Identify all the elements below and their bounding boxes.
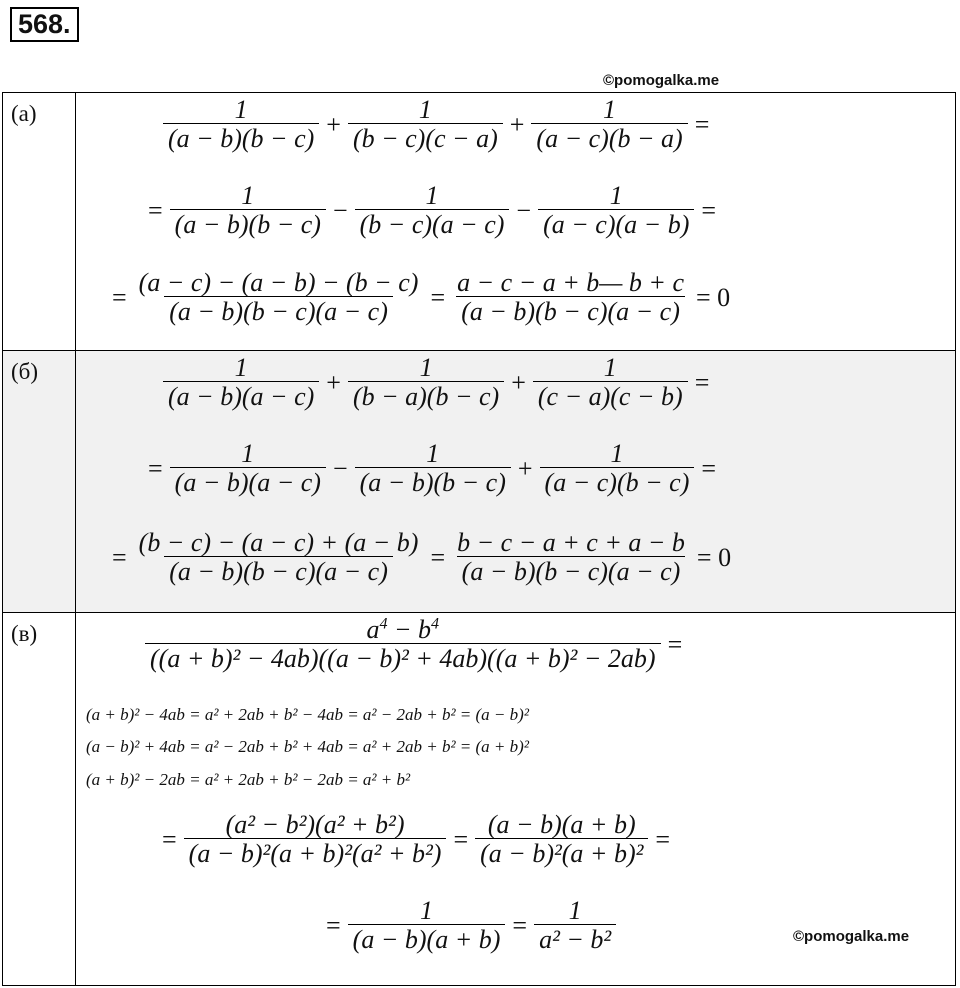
fraction: $\frac{1}{(a - b)(a + b)}$ (348, 897, 506, 955)
fraction: $\frac{a^4 - b^4}{\text{((a + b)² − 4ab)((a − b)² + 4ab)((a + b)² − 2ab)}}$ (145, 616, 661, 674)
part-c-line-2: = $\frac{\text{(a² − b²)(a² + b²)}}{\text{(a − b)²(a + b)²(a² + b²)}}$ = $\frac{(a - b)(a + b)}{\text{(a − b)²(a + b)²}}$ = (162, 810, 671, 869)
part-b-line-3: = $\frac{(b - c) - (a - c) + (a - b)}{(a - b)(b - c)(a - c)}$ = $\frac{b - c - a + c + a - b}{(a - b)(b - c)(a - c)}$ = 0 (112, 528, 732, 587)
fraction: $\frac{1}{(a - c)(b - c)}$ (540, 440, 695, 498)
fraction: $\frac{1}{\text{a² − b²}}$ (534, 897, 616, 955)
fraction: $\frac{1}{(b - a)(b - c)}$ (348, 354, 504, 412)
fraction: $\frac{1}{(a - b)(b - c)}$ (163, 96, 319, 154)
part-a-label: (а) (11, 101, 37, 126)
part-c-aux-3: (a + b)² − 2ab = a² + 2ab + b² − 2ab = a² + b² (86, 770, 411, 789)
fraction: $\frac{(a - b)(a + b)}{\text{(a − b)²(a + b)²}}$ (475, 811, 648, 869)
fraction: $\frac{1}{(b - c)(a - c)}$ (355, 182, 510, 240)
fraction: $\frac{1}{(b - c)(c - a)}$ (348, 96, 503, 154)
fraction: $\frac{1}{(a - c)(b - a)}$ (531, 96, 687, 154)
part-c-label: (в) (11, 621, 38, 646)
fraction: $\frac{b - c - a + c + a - b}{(a - b)(b - c)(a - c)}$ (457, 528, 685, 587)
fraction: $\frac{1}{(c - a)(c - b)}$ (533, 354, 688, 412)
fraction: $\frac{a - c - a + b— b + c}{(a - b)(b - c)(a - c)}$ (457, 268, 684, 327)
part-c-aux-2: (a − b)² + 4ab = a² − 2ab + b² + 4ab = a² + 2ab + b² = (a + b)² (86, 737, 529, 756)
fraction: $\frac{1}{(a - b)(a - c)}$ (163, 354, 319, 412)
part-b-row (3, 351, 956, 613)
part-c-line-1: $\frac{a^4 - b^4}{\text{((a + b)² − 4ab)((a − b)² + 4ab)((a + b)² − 2ab)}}$ = (142, 616, 686, 674)
part-c-label-cell (3, 613, 76, 986)
fraction: $\frac{1}{(a - c)(a - b)}$ (538, 182, 694, 240)
fraction: $\frac{\text{(a² − b²)(a² + b²)}}{\text{(a − b)²(a + b)²(a² + b²)}}$ (184, 811, 447, 869)
problem-number: 568. (10, 7, 79, 42)
watermark-bottom: ©pomogalka.me (793, 928, 910, 945)
fraction: $\frac{1}{(a - b)(b - c)}$ (355, 440, 511, 498)
part-a-line-1: $\frac{1}{(a - b)(b - c)}$ + $\frac{1}{(b - c)(c - a)}$ + $\frac{1}{(a - c)(b - a)}$ = (160, 96, 713, 154)
part-a-content (76, 93, 956, 351)
solution-table (2, 92, 956, 986)
part-b-label-cell (3, 351, 76, 613)
fraction: $\frac{1}{(a - b)(a - c)}$ (170, 440, 326, 498)
part-b-line-1: $\frac{1}{(a - b)(a - c)}$ + $\frac{1}{(b - a)(b - c)}$ + $\frac{1}{(c - a)(c - b)}$ = (160, 354, 713, 412)
part-a-line-3: = $\frac{(a - c) - (a - b) - (b - c)}{(a - b)(b - c)(a - c)}$ = $\frac{a - c - a + b— b + c}{(a - b)(b - c)(a - c)}$ = 0 (112, 268, 731, 327)
part-b-label: (б) (11, 359, 39, 384)
part-a-line-2: = $\frac{1}{(a - b)(b - c)}$ − $\frac{1}{(b - c)(a - c)}$ − $\frac{1}{(a - c)(a - b)}$ = (148, 181, 717, 240)
part-c-line-3: = $\frac{1}{(a - b)(a + b)}$ = $\frac{1}{\text{a² − b²}}$ (322, 897, 619, 955)
part-b-line-2: = $\frac{1}{(a - b)(a - c)}$ − $\frac{1}{(a - b)(b - c)}$ + $\frac{1}{(a - c)(b - c)}$ = (148, 439, 717, 498)
fraction: $\frac{(a - c) - (a - b) - (b - c)}{(a - b)(b - c)(a - c)}$ (138, 268, 419, 327)
fraction: $\frac{1}{(a - b)(b - c)}$ (170, 182, 326, 240)
part-a-label-cell (3, 93, 76, 351)
part-a-row (3, 93, 956, 351)
fraction: $\frac{(b - c) - (a - c) + (a - b)}{(a - b)(b - c)(a - c)}$ (138, 528, 419, 587)
part-c-aux-1: (a + b)² − 4ab = a² + 2ab + b² − 4ab = a² − 2ab + b² = (a − b)² (86, 705, 529, 724)
watermark-top: ©pomogalka.me (603, 72, 720, 89)
part-b-content (76, 351, 956, 613)
